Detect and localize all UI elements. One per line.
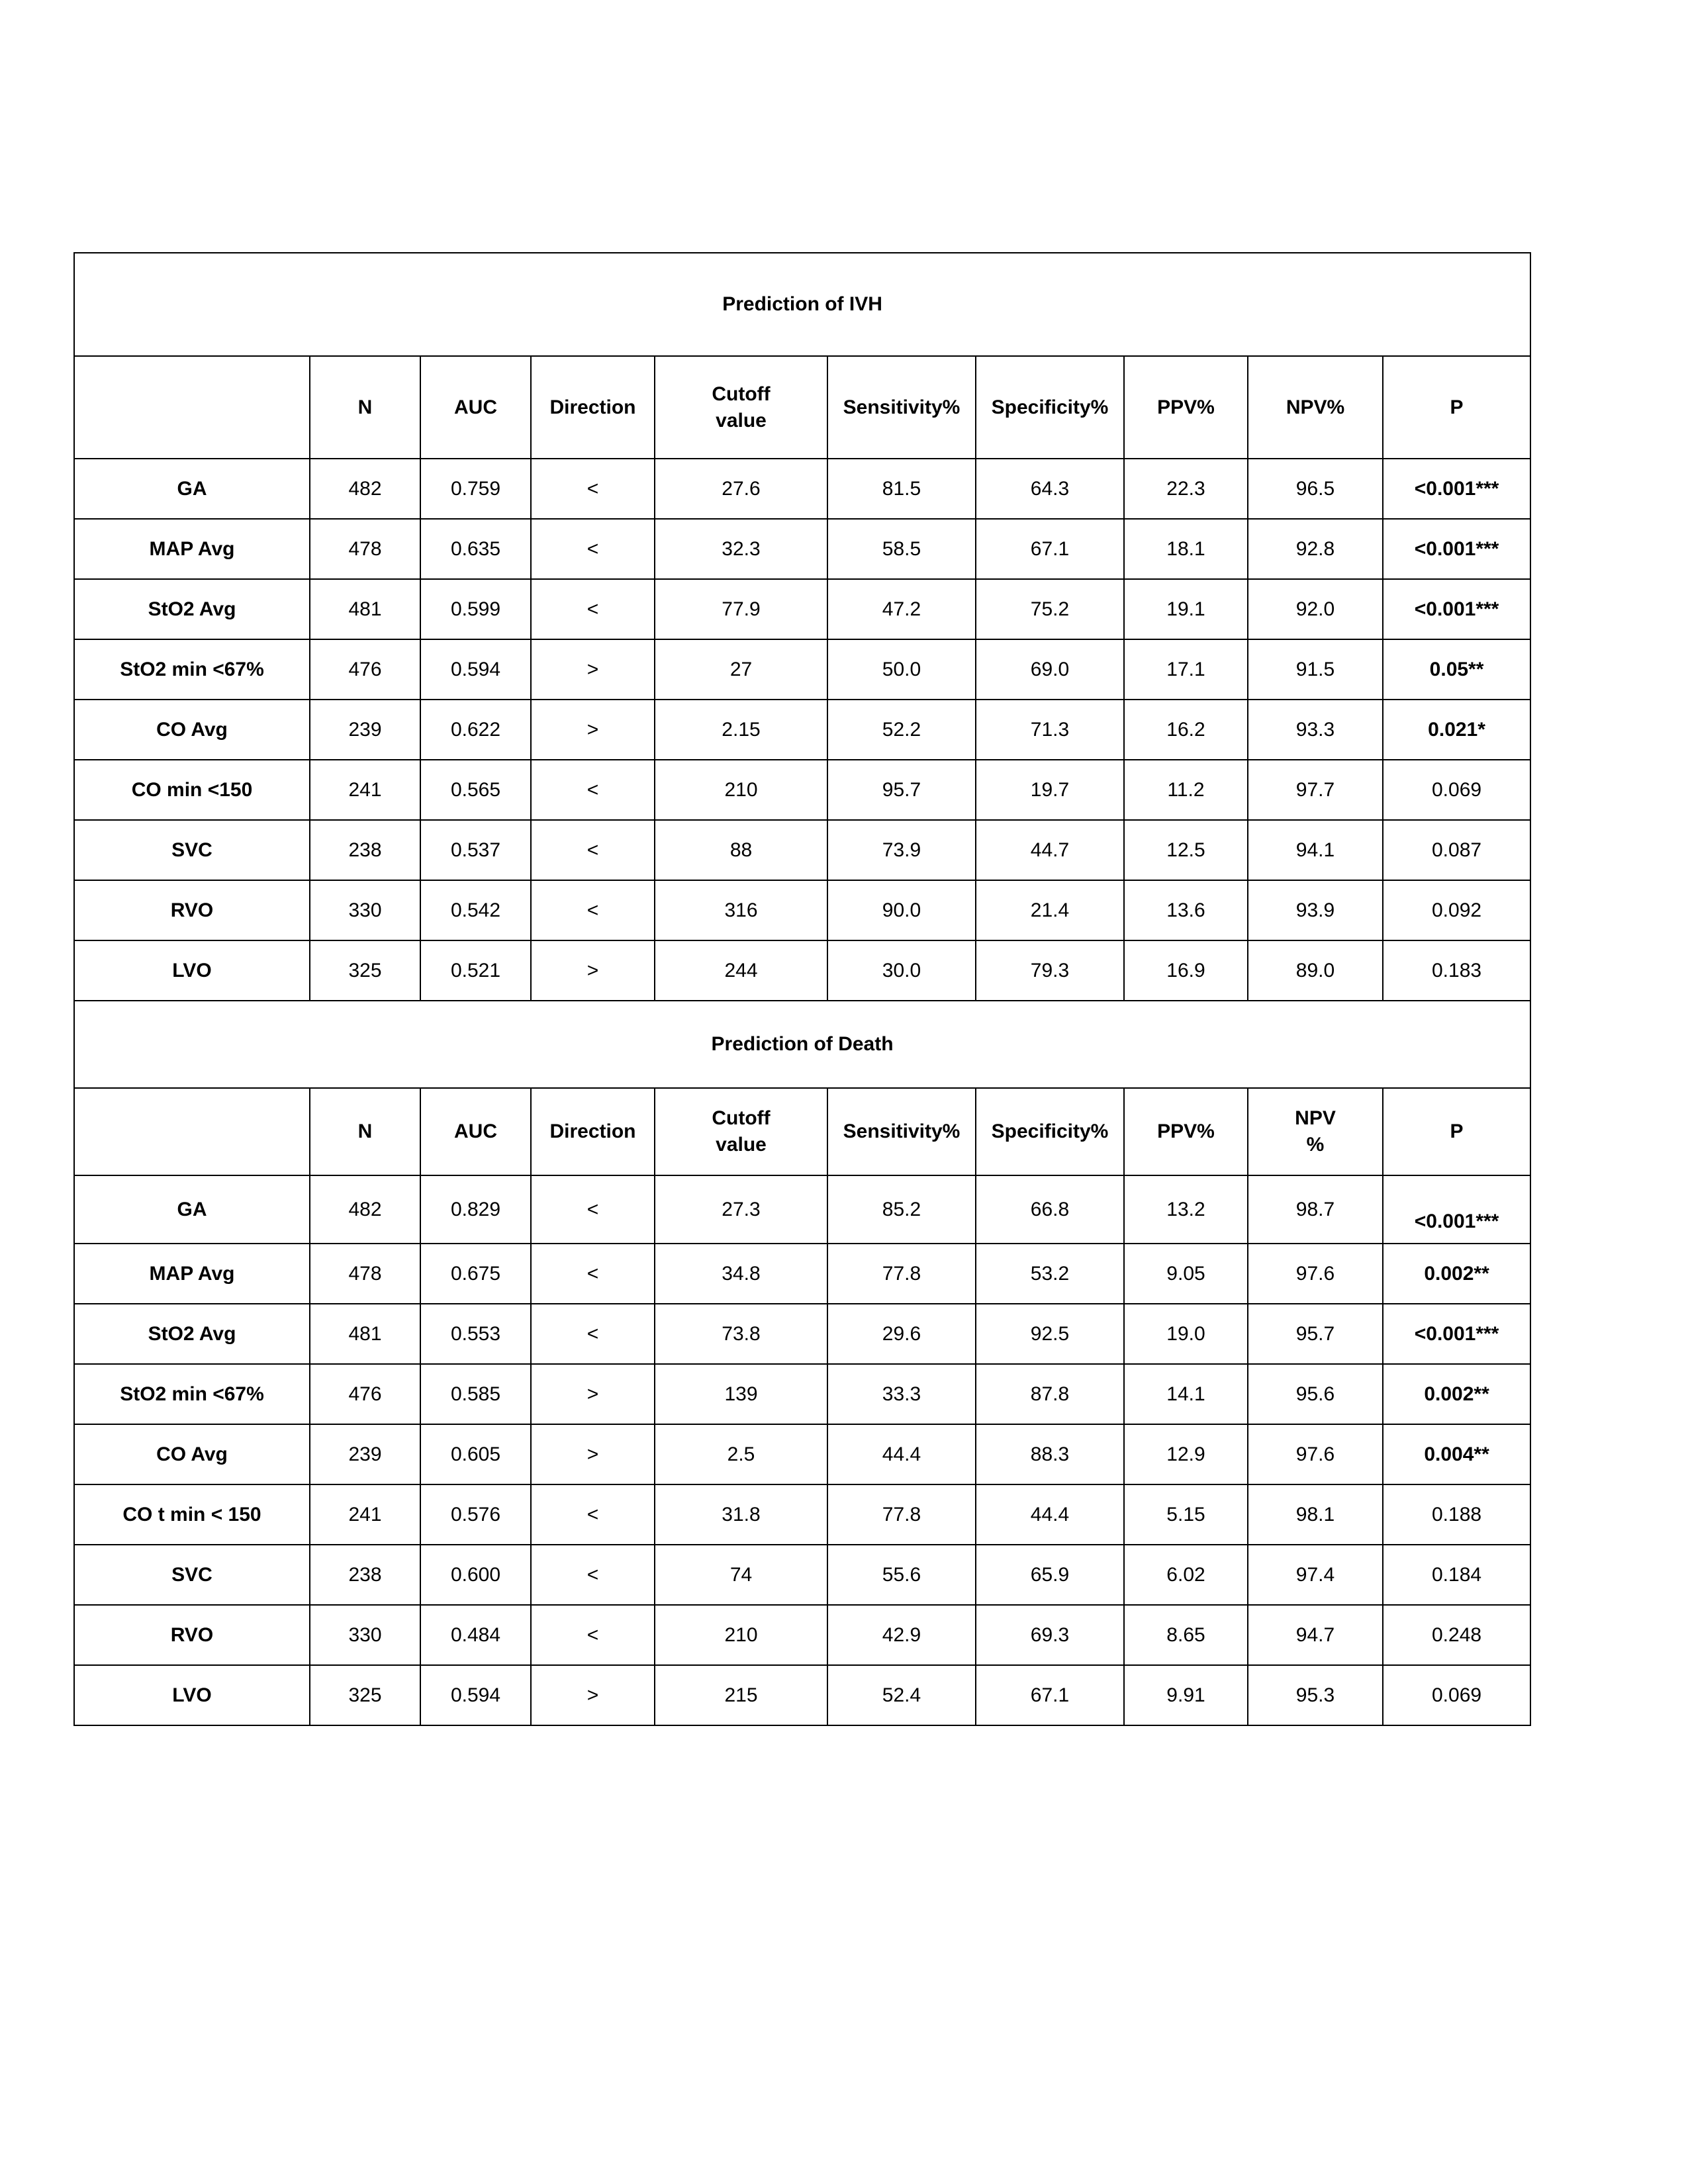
column-header: P <box>1383 356 1530 459</box>
table-cell: 330 <box>310 880 420 940</box>
p-value-cell: 0.002** <box>1383 1244 1530 1304</box>
table-cell: 6.02 <box>1124 1545 1248 1605</box>
column-header: N <box>310 1088 420 1175</box>
column-header: Direction <box>531 1088 655 1175</box>
p-value-cell: <0.001*** <box>1383 519 1530 579</box>
table-cell: 0.594 <box>420 639 531 700</box>
table-cell: 0.599 <box>420 579 531 639</box>
table-cell: 476 <box>310 639 420 700</box>
table-cell: 17.1 <box>1124 639 1248 700</box>
table-cell: 32.3 <box>655 519 827 579</box>
table-row <box>74 1665 1530 1725</box>
table-cell: 95.3 <box>1248 1665 1383 1725</box>
p-value-cell: 0.092 <box>1383 880 1530 940</box>
table-row <box>74 700 1530 760</box>
table-cell: 77.8 <box>827 1244 976 1304</box>
ivh-section <box>74 253 1530 1001</box>
table-cell: 73.9 <box>827 820 976 880</box>
table-cell: 27.6 <box>655 459 827 519</box>
table-cell: 97.4 <box>1248 1545 1383 1605</box>
p-value-cell: 0.087 <box>1383 820 1530 880</box>
table-cell: 325 <box>310 1665 420 1725</box>
table-cell: 93.3 <box>1248 700 1383 760</box>
table-cell: 13.6 <box>1124 880 1248 940</box>
table-cell: < <box>531 760 655 820</box>
death-header-row <box>74 1088 1530 1175</box>
table-cell: 0.635 <box>420 519 531 579</box>
table-cell: 210 <box>655 760 827 820</box>
table-cell: 73.8 <box>655 1304 827 1364</box>
table-cell: 34.8 <box>655 1244 827 1304</box>
column-header: PPV% <box>1124 356 1248 459</box>
table-cell: 476 <box>310 1364 420 1424</box>
table-cell: 478 <box>310 1244 420 1304</box>
column-header: PPV% <box>1124 1088 1248 1175</box>
table-cell: 66.8 <box>976 1175 1124 1244</box>
table-row <box>74 579 1530 639</box>
table-cell: 90.0 <box>827 880 976 940</box>
table-cell: 22.3 <box>1124 459 1248 519</box>
table-cell: 67.1 <box>976 1665 1124 1725</box>
table-row <box>74 1364 1530 1424</box>
table-cell: 239 <box>310 700 420 760</box>
row-label: SVC <box>74 820 310 880</box>
table-cell: 55.6 <box>827 1545 976 1605</box>
row-label: CO t min < 150 <box>74 1484 310 1545</box>
table-cell: 481 <box>310 1304 420 1364</box>
table-cell: 44.4 <box>827 1424 976 1484</box>
column-header <box>74 356 310 459</box>
table-cell: 215 <box>655 1665 827 1725</box>
table-cell: 239 <box>310 1424 420 1484</box>
table-cell: 11.2 <box>1124 760 1248 820</box>
table-row <box>74 1244 1530 1304</box>
p-value-cell: 0.183 <box>1383 940 1530 1001</box>
table-cell: 27 <box>655 639 827 700</box>
table-cell: 482 <box>310 459 420 519</box>
table-cell: > <box>531 700 655 760</box>
table-cell: 52.4 <box>827 1665 976 1725</box>
p-value-cell: 0.021* <box>1383 700 1530 760</box>
row-label: GA <box>74 459 310 519</box>
table-cell: 5.15 <box>1124 1484 1248 1545</box>
table-row <box>74 1175 1530 1244</box>
table-cell: 241 <box>310 1484 420 1545</box>
table-cell: 31.8 <box>655 1484 827 1545</box>
table-cell: 241 <box>310 760 420 820</box>
table-cell: 0.585 <box>420 1364 531 1424</box>
table-cell: < <box>531 1484 655 1545</box>
table-cell: < <box>531 1175 655 1244</box>
table-cell: < <box>531 1605 655 1665</box>
table-cell: 44.7 <box>976 820 1124 880</box>
roc-results-table <box>73 252 1531 1726</box>
column-header: Cutoff value <box>655 356 827 459</box>
table-cell: 0.759 <box>420 459 531 519</box>
row-label: StO2 Avg <box>74 579 310 639</box>
table-cell: 13.2 <box>1124 1175 1248 1244</box>
row-label: RVO <box>74 1605 310 1665</box>
p-value-cell: 0.069 <box>1383 1665 1530 1725</box>
table-cell: 238 <box>310 820 420 880</box>
table-cell: 478 <box>310 519 420 579</box>
death-section <box>74 1001 1530 1725</box>
row-label: GA <box>74 1175 310 1244</box>
column-header: P <box>1383 1088 1530 1175</box>
table-cell: 65.9 <box>976 1545 1124 1605</box>
table-cell: 0.605 <box>420 1424 531 1484</box>
table-cell: 0.553 <box>420 1304 531 1364</box>
table-cell: 325 <box>310 940 420 1001</box>
row-label: LVO <box>74 1665 310 1725</box>
column-header: Direction <box>531 356 655 459</box>
p-value-cell: <0.001*** <box>1383 459 1530 519</box>
table-cell: 139 <box>655 1364 827 1424</box>
p-value-cell: 0.069 <box>1383 760 1530 820</box>
table-cell: 92.0 <box>1248 579 1383 639</box>
table-row <box>74 1545 1530 1605</box>
table-cell: 27.3 <box>655 1175 827 1244</box>
table-cell: 93.9 <box>1248 880 1383 940</box>
p-value-cell: 0.002** <box>1383 1364 1530 1424</box>
column-header: Sensitivity% <box>827 356 976 459</box>
table-cell: < <box>531 820 655 880</box>
table-cell: 0.576 <box>420 1484 531 1545</box>
table-cell: 12.5 <box>1124 820 1248 880</box>
table-cell: 67.1 <box>976 519 1124 579</box>
table-cell: 88 <box>655 820 827 880</box>
table-cell: 0.622 <box>420 700 531 760</box>
table-cell: 87.8 <box>976 1364 1124 1424</box>
table-cell: 0.594 <box>420 1665 531 1725</box>
table-cell: 69.0 <box>976 639 1124 700</box>
table-cell: 97.6 <box>1248 1244 1383 1304</box>
table-cell: 2.15 <box>655 700 827 760</box>
table-cell: 9.91 <box>1124 1665 1248 1725</box>
table-cell: 98.7 <box>1248 1175 1383 1244</box>
table-cell: 79.3 <box>976 940 1124 1001</box>
table-row <box>74 639 1530 700</box>
table-row <box>74 880 1530 940</box>
p-value-cell: <0.001*** <box>1383 1304 1530 1364</box>
table-cell: 14.1 <box>1124 1364 1248 1424</box>
table-cell: 97.6 <box>1248 1424 1383 1484</box>
p-value-cell: 0.188 <box>1383 1484 1530 1545</box>
ivh-header-row <box>74 356 1530 459</box>
table-cell: 0.600 <box>420 1545 531 1605</box>
table-cell: 238 <box>310 1545 420 1605</box>
table-cell: < <box>531 1244 655 1304</box>
p-value-cell: <0.001*** <box>1383 579 1530 639</box>
table-cell: 0.521 <box>420 940 531 1001</box>
row-label: RVO <box>74 880 310 940</box>
row-label: StO2 Avg <box>74 1304 310 1364</box>
row-label: CO min <150 <box>74 760 310 820</box>
table-cell: 12.9 <box>1124 1424 1248 1484</box>
table-cell: 42.9 <box>827 1605 976 1665</box>
row-label: MAP Avg <box>74 1244 310 1304</box>
table-cell: 44.4 <box>976 1484 1124 1545</box>
row-label: StO2 min <67% <box>74 1364 310 1424</box>
table-cell: 74 <box>655 1545 827 1605</box>
table-cell: 2.5 <box>655 1424 827 1484</box>
p-value-cell: 0.184 <box>1383 1545 1530 1605</box>
table-cell: < <box>531 579 655 639</box>
table-cell: 81.5 <box>827 459 976 519</box>
table-cell: 52.2 <box>827 700 976 760</box>
p-value-cell: 0.05** <box>1383 639 1530 700</box>
table-cell: > <box>531 1665 655 1725</box>
table-cell: 69.3 <box>976 1605 1124 1665</box>
table-cell: 316 <box>655 880 827 940</box>
table-cell: 77.8 <box>827 1484 976 1545</box>
table-cell: 94.1 <box>1248 820 1383 880</box>
table-cell: 92.5 <box>976 1304 1124 1364</box>
ivh-section-title: Prediction of IVH <box>74 253 1530 356</box>
table-cell: > <box>531 1364 655 1424</box>
table-cell: 29.6 <box>827 1304 976 1364</box>
row-label: StO2 min <67% <box>74 639 310 700</box>
table-cell: 0.565 <box>420 760 531 820</box>
table-cell: 75.2 <box>976 579 1124 639</box>
table-cell: < <box>531 1304 655 1364</box>
p-value-cell: <0.001*** <box>1383 1175 1530 1244</box>
table-cell: 482 <box>310 1175 420 1244</box>
table-cell: 92.8 <box>1248 519 1383 579</box>
table-row <box>74 1484 1530 1545</box>
table-row <box>74 459 1530 519</box>
table-row <box>74 940 1530 1001</box>
table-cell: < <box>531 459 655 519</box>
death-section-title: Prediction of Death <box>74 1001 1530 1088</box>
row-label: LVO <box>74 940 310 1001</box>
table-cell: 19.0 <box>1124 1304 1248 1364</box>
column-header: NPV% <box>1248 356 1383 459</box>
table-cell: 50.0 <box>827 639 976 700</box>
table-cell: > <box>531 1424 655 1484</box>
table-cell: 0.542 <box>420 880 531 940</box>
table-row <box>74 820 1530 880</box>
table-cell: 53.2 <box>976 1244 1124 1304</box>
row-label: CO Avg <box>74 1424 310 1484</box>
table-cell: 64.3 <box>976 459 1124 519</box>
table-cell: 19.7 <box>976 760 1124 820</box>
table-cell: < <box>531 880 655 940</box>
table-row <box>74 760 1530 820</box>
table-cell: 89.0 <box>1248 940 1383 1001</box>
table-cell: 330 <box>310 1605 420 1665</box>
table-cell: 71.3 <box>976 700 1124 760</box>
table-cell: 96.5 <box>1248 459 1383 519</box>
table-row <box>74 1304 1530 1364</box>
table-row <box>74 519 1530 579</box>
table-cell: 95.6 <box>1248 1364 1383 1424</box>
table-cell: 0.829 <box>420 1175 531 1244</box>
table-cell: 47.2 <box>827 579 976 639</box>
table-cell: 0.537 <box>420 820 531 880</box>
table-row <box>74 1605 1530 1665</box>
table-cell: 85.2 <box>827 1175 976 1244</box>
column-header: Cutoff value <box>655 1088 827 1175</box>
table-row <box>74 1424 1530 1484</box>
table-cell: 33.3 <box>827 1364 976 1424</box>
table-cell: 94.7 <box>1248 1605 1383 1665</box>
column-header: Specificity% <box>976 1088 1124 1175</box>
table-cell: 18.1 <box>1124 519 1248 579</box>
table-cell: 21.4 <box>976 880 1124 940</box>
table-cell: 88.3 <box>976 1424 1124 1484</box>
row-label: CO Avg <box>74 700 310 760</box>
table-cell: 210 <box>655 1605 827 1665</box>
table-cell: 8.65 <box>1124 1605 1248 1665</box>
table-cell: 95.7 <box>827 760 976 820</box>
table-cell: 58.5 <box>827 519 976 579</box>
table-cell: < <box>531 519 655 579</box>
column-header: N <box>310 356 420 459</box>
column-header <box>74 1088 310 1175</box>
row-label: SVC <box>74 1545 310 1605</box>
column-header: NPV % <box>1248 1088 1383 1175</box>
table-cell: > <box>531 940 655 1001</box>
table-cell: 0.484 <box>420 1605 531 1665</box>
table-cell: 16.9 <box>1124 940 1248 1001</box>
column-header: AUC <box>420 1088 531 1175</box>
row-label: MAP Avg <box>74 519 310 579</box>
table-cell: > <box>531 639 655 700</box>
p-value-cell: 0.248 <box>1383 1605 1530 1665</box>
table-cell: 16.2 <box>1124 700 1248 760</box>
table-cell: 95.7 <box>1248 1304 1383 1364</box>
table-cell: 98.1 <box>1248 1484 1383 1545</box>
table-cell: 30.0 <box>827 940 976 1001</box>
table-cell: 0.675 <box>420 1244 531 1304</box>
table-cell: 97.7 <box>1248 760 1383 820</box>
column-header: AUC <box>420 356 531 459</box>
table-cell: 244 <box>655 940 827 1001</box>
table-cell: 77.9 <box>655 579 827 639</box>
table-cell: 481 <box>310 579 420 639</box>
p-value-cell: 0.004** <box>1383 1424 1530 1484</box>
column-header: Sensitivity% <box>827 1088 976 1175</box>
table-cell: < <box>531 1545 655 1605</box>
table-cell: 9.05 <box>1124 1244 1248 1304</box>
column-header: Specificity% <box>976 356 1124 459</box>
table-cell: 91.5 <box>1248 639 1383 700</box>
table-cell: 19.1 <box>1124 579 1248 639</box>
